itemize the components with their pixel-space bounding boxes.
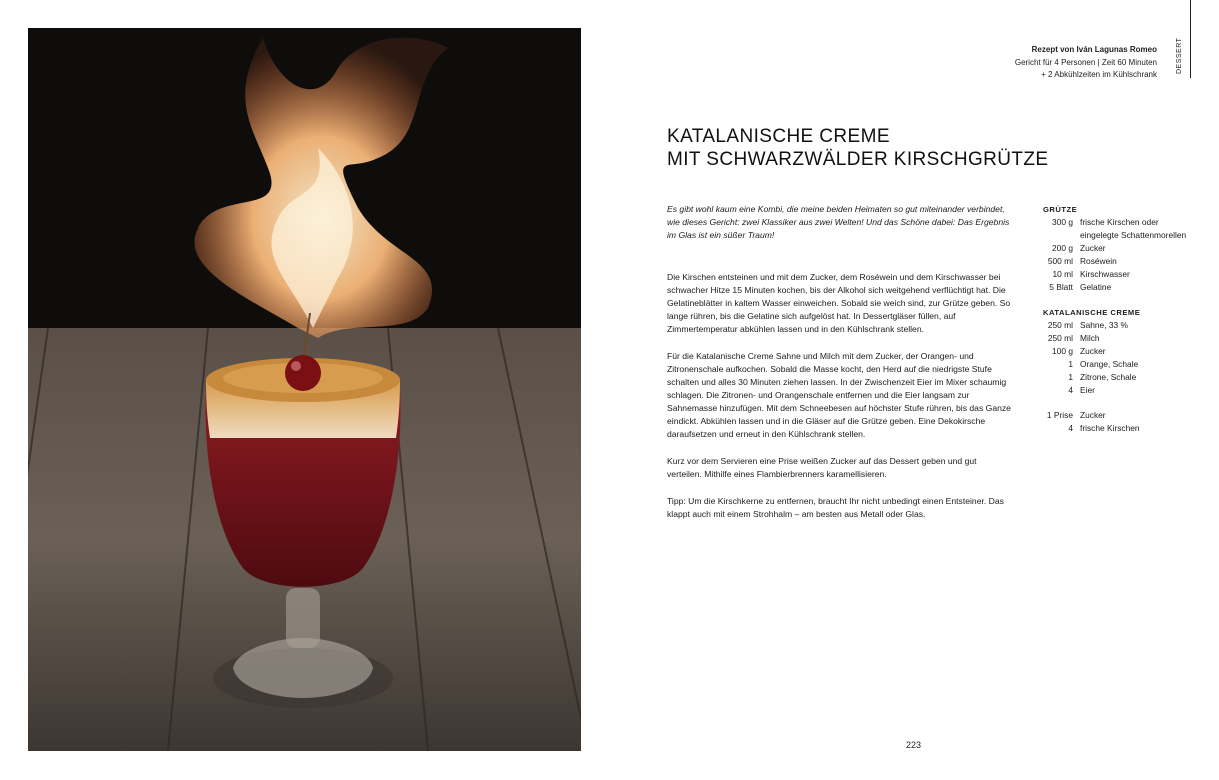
recipe-instructions (667, 203, 1012, 535)
ingredient-qty: 4 (1068, 423, 1073, 433)
ingredient-qty: 250 ml (1047, 320, 1073, 330)
ingredient-row (1043, 358, 1138, 371)
instruction-paragraph: Die Kirschen entsteinen und mit dem Zucker, dem Roséwein und dem Kirschwasser bei schwacher Hitze 15 Minuten kochen, bis der Alkohol sich weitgehend verflüchtigt hat. Die Gelatineblätter in kaltem Wasser einweichen. Sobald sie weich sind, zur Grütze geben. So lange rühren, bis die Gelatine sich aufgelöst hat. In Dessertgläser füllen, auf Zimmertemperatur abkühlen lassen und in den Kühlschrank stellen. (667, 272, 1011, 334)
ingredient-row (1043, 242, 1193, 255)
ingredient-name: frische Kirschen (1080, 423, 1140, 433)
ingredient-qty: 5 Blatt (1049, 282, 1073, 292)
ingredient-group (1043, 409, 1193, 435)
ingredient-qty: 1 Prise (1046, 410, 1073, 420)
ingredient-name: Zucker (1080, 346, 1106, 356)
ingredient-name: Kirschwasser (1080, 269, 1130, 279)
ingredient-name: Gelatine (1080, 282, 1112, 292)
ingredient-row (1043, 319, 1138, 332)
ingredient-name: Zucker (1080, 410, 1106, 420)
recipe-title-line2: MIT SCHWARZWÄLDER KIRSCHGRÜTZE (667, 149, 1049, 170)
recipe-title (667, 125, 1048, 171)
dessert-photo (28, 28, 581, 751)
ingredient-group (1043, 203, 1193, 294)
section-label: DESSERT (1176, 37, 1183, 74)
ingredient-group-heading: KATALANISCHE CREME (1043, 308, 1141, 317)
ingredient-row (1043, 409, 1140, 422)
ingredient-table (1043, 409, 1140, 435)
ingredient-row (1043, 371, 1138, 384)
ingredient-qty: 100 g (1052, 346, 1073, 356)
ingredient-row (1043, 281, 1193, 294)
recipe-title-line1: KATALANISCHE CREME (667, 126, 890, 147)
ingredient-name: Sahne, 33 % (1080, 320, 1128, 330)
ingredient-name: Zitrone, Schale (1080, 372, 1137, 382)
ingredient-qty: 1 (1068, 359, 1073, 369)
ingredient-qty: 1 (1068, 372, 1073, 382)
recipe-cooling-time: + 2 Abkühlzeiten im Kühlschrank (1041, 70, 1157, 79)
ingredient-qty: 10 ml (1052, 269, 1073, 279)
tip-paragraph: Tipp: Um die Kirschkerne zu entfernen, braucht Ihr nicht unbedingt einen Entsteiner. Das klappt auch mit einem Strohhalm – am besten aus Metall oder Glas. (667, 496, 1004, 519)
ingredient-row (1043, 332, 1138, 345)
ingredient-row (1043, 268, 1193, 281)
ingredient-name: Eier (1080, 385, 1095, 395)
ingredient-list (1043, 203, 1193, 447)
instruction-paragraph: Kurz vor dem Servieren eine Prise weißen Zucker auf das Dessert geben und gut verteilen. Mithilfe eines Flambierbrenners karamellisieren. (667, 456, 977, 479)
ingredient-name: Milch (1080, 333, 1100, 343)
ingredient-qty: 300 g (1052, 217, 1073, 227)
recipe-author: Rezept von Iván Lagunas Romeo (1031, 45, 1157, 54)
ingredient-row (1043, 216, 1193, 242)
recipe-servings-time: Gericht für 4 Personen | Zeit 60 Minuten (1014, 57, 1157, 67)
ingredient-row (1043, 422, 1140, 435)
ingredient-group-heading: GRÜTZE (1043, 205, 1078, 214)
ingredient-name: Orange, Schale (1080, 359, 1139, 369)
ingredient-row (1043, 345, 1138, 358)
recipe-credit (1015, 44, 1157, 82)
ingredient-name: Roséwein (1080, 256, 1117, 266)
ingredient-qty: 250 ml (1047, 333, 1073, 343)
ingredient-name: frische Kirschen oder eingelegte Schattenmorellen (1080, 217, 1187, 240)
page-number: 223 (906, 740, 922, 750)
ingredient-qty: 200 g (1052, 243, 1073, 253)
ingredient-table (1043, 216, 1193, 294)
ingredient-row (1043, 384, 1138, 397)
flambe-glass-illustration (28, 28, 581, 751)
ingredient-qty: 4 (1068, 385, 1073, 395)
ingredient-name: Zucker (1080, 243, 1106, 253)
ingredient-row (1043, 255, 1193, 268)
ingredient-group (1043, 306, 1193, 397)
instruction-paragraph: Für die Katalanische Creme Sahne und Milch mit dem Zucker, der Orangen- und Zitronenschale aufkochen. Sobald die Masse kocht, den Herd auf die niedrigste Stufe schalten und alles 30 Minuten ziehen lassen. In der Zwischenzeit Eier im Mixer schaumig schlagen. Die Zitronen- und Orangenschale entfernen und die Eier langsam zur Sahnemasse hinzufügen. Mit dem Schneebesen auf höchster Stufe rühren, bis das Ganze eindickt. Abkühlen lassen und in die Gläser auf die Grütze geben. Eine Dekokirsche daraufsetzen und erneut in den Kühlschrank stellen. (667, 351, 1011, 439)
recipe-intro: Es gibt wohl kaum eine Kombi, die meine beiden Heimaten so gut miteinander verbindet, wie dieses Gericht: zwei Klassiker aus zwei Welten! Und das Schöne dabei: Das Ergebnis im Glas ist ein süßer Traum! (667, 204, 1010, 240)
ingredient-table (1043, 319, 1138, 397)
ingredient-qty: 500 ml (1047, 256, 1073, 266)
